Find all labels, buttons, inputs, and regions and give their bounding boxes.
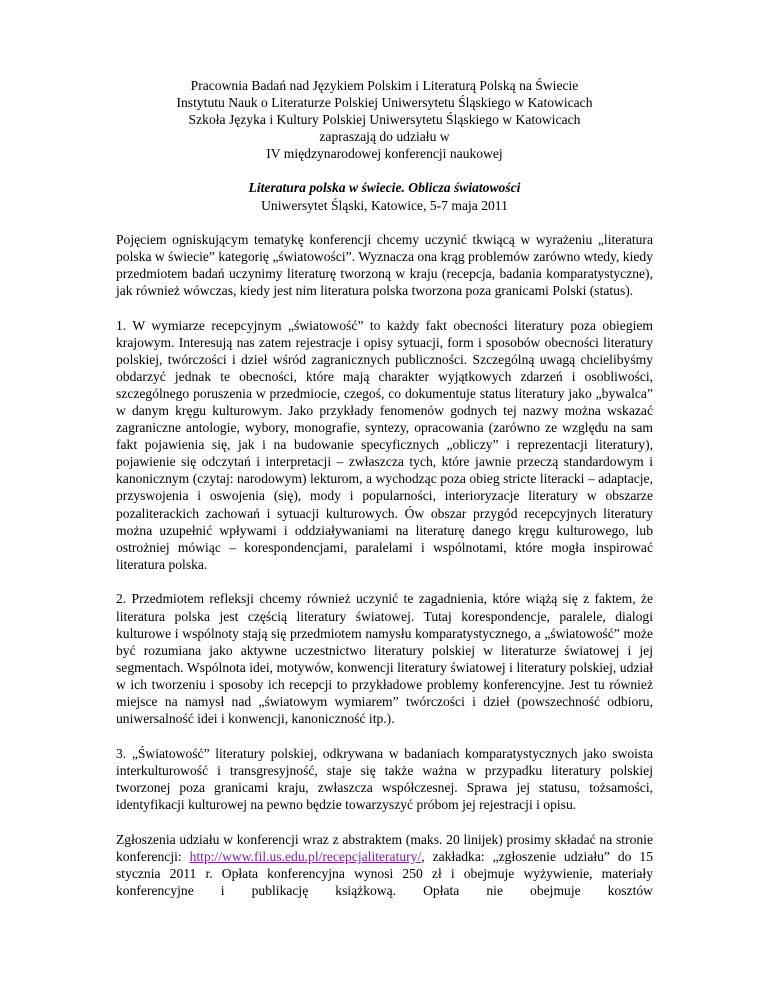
conference-title-block [116,179,653,213]
paragraph-3-emigre: 3. „Światowość” literatury polskiej, odkrywana w badaniach komparatystycznych jako swoista interkulturowość i transgresyjność, staje się także ważna w przypadku literatury polskiej tworzonej poza granicami kraju, zwłaszcza współczesnej. Sprawa jej statusu, tożsamości, identyfikacji kulturowej na pewno będzie towarzyszyć próbom jej rejestracji i opisu. [116,745,653,812]
conference-place-date: Uniwersytet Śląski, Katowice, 5-7 maja 2011 [261,197,508,213]
organizers-header [116,77,653,162]
paragraph-1-reception: 1. W wymiarze recepcyjnym „światowość” to każdy fakt obecności literatury poza obiegiem krajowym. Interesują nas zatem rejestracje i opisy sytuacji, form i sposobów obecności literatury polskiej, twórczości i dzieł wśród zagranicznych publiczności. Szczególną uwagą chcielibyśmy obdarzyć jednak te obecności, które mają charakter wyjątkowych zdarzeń i osobliwości, szczególnego poruszenia w przedmiocie, czegoś, co dokumentuje status literatury jako „bywalca” w danym kręgu kulturowym. Jako przykłady fenomenów godnych tej nazwy można wskazać zagraniczne antologie, wybory, monografie, syntezy, opracowania (zarówno ze względu na sam fakt pojawienia się, jak i na budowanie specyficznych „obliczy” i reprezentacji literatury), pojawienie się odczytań i interpretacji – zwłaszcza tych, które jawnie przeczą standardowym i kanonicznym (czytaj: narodowym) lekturom, a wychodząc poza obieg stricte literacki – adaptacje, przyswojenia i oswojenia (się), mody i popularności, interioryzacje literatury w obszarze pozaliterackich zachowań i sytuacji kulturowych. Ów obszar przygód recepcyjnych literatury można uzupełnić wpływami i oddziaływaniami na literaturę danego kręgu kulturowego, lub ostrożniej mówiąc – korespondencjami, paralelami i wspólnotami, które mogła inspirować literatura polska. [116,317,653,572]
registration-text-after: , zakładka: „zgłoszenie udziału” do 15 stycznia 2011 r. Opłata konferencyjna wynosi 250 zł i obejmuje wyżywienie, materiały konferencyjne i publikację książkową. Opłata nie obejmuje kosztów [116,848,653,898]
intro-paragraph: Pojęciem ogniskującym tematykę konferencji chcemy uczynić tkwiącą w wyrażeniu „literatura polska w świecie” kategorię „światowości”. Wyznacza ona krąg problemów zarówno wtedy, kiedy przedmiotem badań uczynimy literaturę tworzoną w kraju (recepcja, badania komparatystyczne), jak również wówczas, kiedy jest nim literatura polska tworzona poza granicami Polski (status). [116,231,653,298]
header-line-2: Instytutu Nauk o Literaturze Polskiej Uniwersytetu Śląskiego w Katowicach [176,95,593,111]
registration-text-before: Zgłoszenia udziału w konferencji wraz z abstraktem (maks. 20 linijek) prosimy składać na stronie konferencji: [116,831,653,864]
header-line-4: zapraszają do udziału w [319,129,450,145]
document-page [116,77,653,916]
header-line-1: Pracownia Badań nad Językiem Polskim i Literaturą Polską na Świecie [190,78,579,93]
registration-paragraph [116,831,653,899]
header-line-3: Szkoła Języka i Kultury Polskiej Uniwersytetu Śląskiego w Katowicach [188,112,581,128]
paragraph-2-comparative: 2. Przedmiotem refleksji chcemy również uczynić te zagadnienia, które wiążą się z faktem, że literatura polska jest częścią literatury światowej. Tutaj korespondencje, paralele, dialogi kulturowe i wspólnoty stają się przedmiotem namysłu komparatystycznego, a „światowość” może być rozumiana jako aktywne uczestnictwo literatury polskiej w literaturze światowej i jej segmentach. Wspólnota idei, motywów, konwencji literatury światowej i literatury polskiej, udział w ich tworzeniu i sposoby ich recepcji to przykładowe problemy konferencyjne. Jest tu również miejsce na namysł nad „światowym wymiarem” twórczości i dzieł (powszechność odbioru, uniwersalność idei i konwencji, kanoniczność itp.). [116,591,653,727]
header-line-5: IV międzynarodowej konferencji naukowej [266,146,503,162]
conference-title: Literatura polska w świecie. Oblicza światowości [248,180,521,196]
conference-website-link[interactable]: http://www.fil.us.edu.pl/recepcjaliteratury/ [189,848,422,864]
